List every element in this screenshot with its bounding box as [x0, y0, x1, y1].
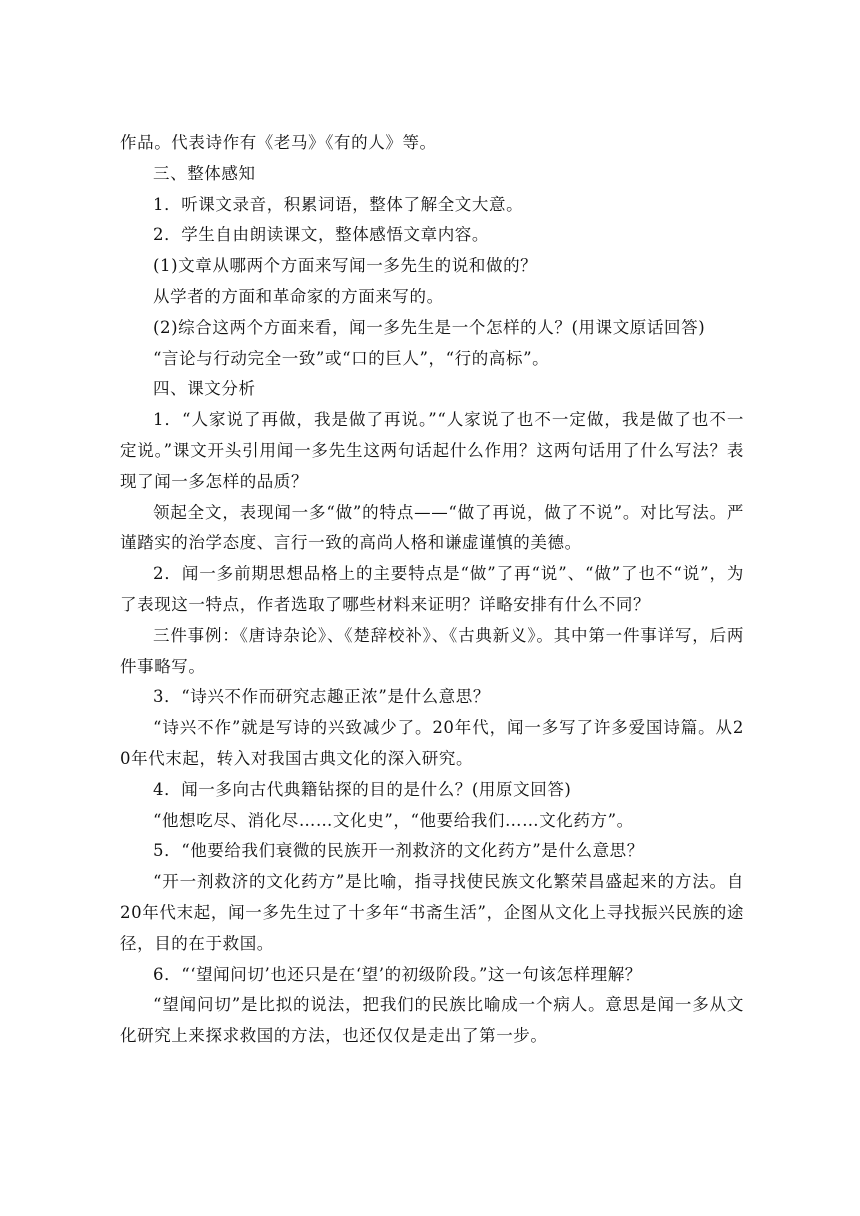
question: 1．“人家说了再做，我是做了再说。”“人家说了也不一定做，我是做了也不一定说。”课文开头引用闻一多先生这两句话起什么作用？这两句话用了什么写法？表现了闻一多怎样的品质？ — [120, 410, 744, 491]
answer: “他想吃尽、消化尽……文化史”，“他要给我们……文化药方”。 — [153, 810, 634, 830]
question: 2．闻一多前期思想品格上的主要特点是“做”了再“说”、“做”了也不“说”，为了表现这一特点，作者选取了哪些材料来证明？详略安排有什么不同？ — [120, 564, 744, 614]
answer: “诗兴不作”就是写诗的兴致减少了。20年代，闻一多写了许多爱国诗篇。从20年代末起，转入对我国古典文化的深入研究。 — [120, 718, 744, 768]
answer: 领起全文，表现闻一多“做”的特点——“做了再说，做了不说”。对比写法。严谨踏实的治学态度、言行一致的高尚人格和谦虚谨慎的美德。 — [120, 502, 744, 553]
question: 5．“他要给我们衰微的民族开一剂救济的文化药方”是什么意思？ — [153, 841, 644, 861]
question: (1)文章从哪两个方面来写闻一多先生的说和做的？ — [153, 256, 538, 276]
document-body — [120, 128, 744, 1052]
paragraph: 作品。代表诗作有《老马》《有的人》等。 — [120, 133, 437, 152]
answer: “望闻问切”是比拟的说法，把我们的民族比喻成一个病人。意思是闻一多从文化研究上来探求救国的方法，也还仅仅是走出了第一步。 — [120, 995, 744, 1046]
answer: 三件事例：《唐诗杂论》、《楚辞校补》、《古典新义》。其中第一件事详写，后两件事略写。 — [120, 625, 744, 676]
question: 3．“诗兴不作而研究志趣正浓”是什么意思？ — [153, 687, 490, 707]
paragraph: 2．学生自由朗读课文，整体感悟文章内容。 — [153, 225, 489, 245]
question: 4．闻一多向古代典籍钻探的目的是什么？(用原文回答) — [153, 779, 572, 799]
question: 6．“‘望闻问切’也还只是在‘望’的初级阶段。”这一句该怎样理解？ — [153, 964, 642, 984]
section-heading-overall-perception: 三、整体感知 — [153, 163, 256, 183]
paragraph: 1．听课文录音，积累词语，整体了解全文大意。 — [153, 194, 524, 214]
answer: 从学者的方面和革命家的方面来写的。 — [153, 286, 444, 306]
answer: “开一剂救济的文化药方”是比喻，指寻找使民族文化繁荣昌盛起来的方法。自20年代末起，闻一多先生过了十多年“书斋生活”，企图从文化上寻找振兴民族的途径，目的在于救国。 — [120, 872, 744, 953]
section-heading-text-analysis: 四、课文分析 — [153, 379, 256, 399]
question: (2)综合这两个方面来看，闻一多先生是一个怎样的人？(用课文原话回答) — [153, 317, 706, 337]
answer: “言论与行动完全一致”或“口的巨人”，“行的高标”。 — [153, 348, 550, 368]
